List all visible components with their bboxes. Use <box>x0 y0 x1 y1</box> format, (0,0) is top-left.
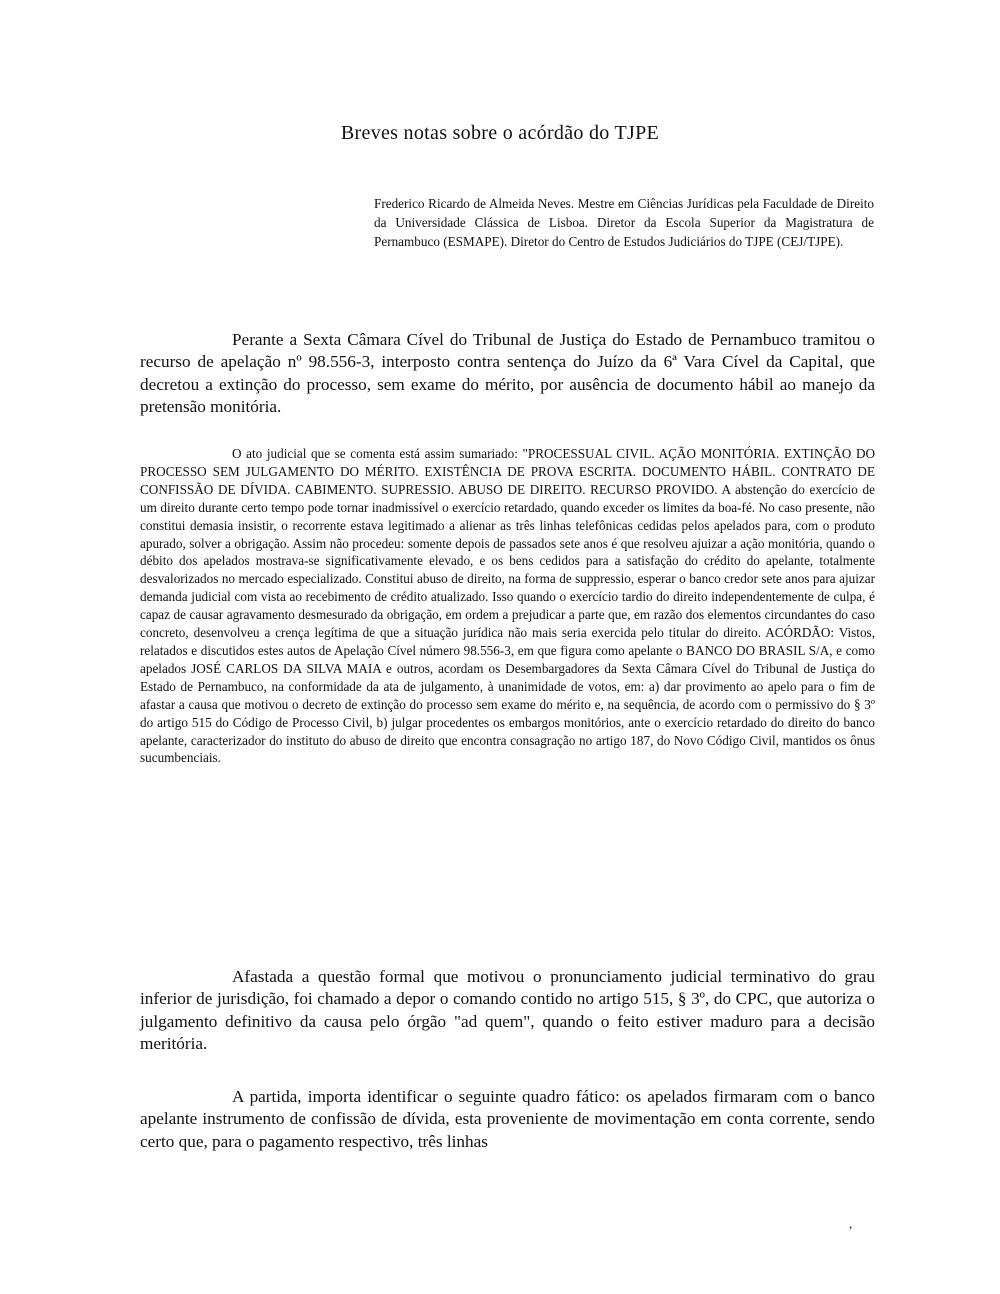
paragraph-formal-question: Afastada a questão formal que motivou o pronunciamento judicial terminativo do grau inferior de jurisdição, foi chamado a depor o comando contido no artigo 515, § 3º, do CPC, que autoriza o julgamento definitivo da causa pelo órgão "ad quem", quando o feito estiver maduro para a decisão meritória. <box>140 967 875 1054</box>
document-title: Breves notas sobre o acórdão do TJPE <box>340 122 660 144</box>
paragraph-intro: Perante a Sexta Câmara Cível do Tribunal de Justiça do Estado de Pernambuco tramitou o recurso de apelação nº 98.556-3, interposto contra sentença do Juízo da 6ª Vara Cível da Capital, que decretou a extinção do processo, sem exame do mérito, por ausência de documento hábil ao manejo da pretensão monitória. <box>140 330 875 417</box>
paragraph-ementa: O ato judicial que se comenta está assim sumariado: "PROCESSUAL CIVIL. AÇÃO MONITÓRIA. EXTINÇÃO DO PROCESSO SEM JULGAMENTO DO MÉRITO. EXISTÊNCIA DE PROVA ESCRITA. DOCUMENTO HÁBIL. CONTRATO DE CONFISSÃO DE DÍVIDA. CABIMENTO. SUPRESSIO. ABUSO DE DIREITO. RECURSO PROVIDO. A abstenção do exercício de um direito durante certo tempo pode tornar inadmissível o exercício retardado, quando exceder os limites da boa-fé. No caso presente, não constitui demasia insistir, o recorrente estava legitimado a alienar as três linhas telefônicas cedidas pelos apelados para, com o produto apurado, solver a obrigação. Assim não procedeu: somente depois de passados sete anos é que resolveu ajuizar a ação monitória, quando o débito dos apelados mostrava-se significativamente elevado, e os bens cedidos para a satisfação do crédito do apelante, totalmente desvalorizados no mercado especializado. Constitui abuso de direito, na forma de suppressio, esperar o banco credor sete anos para ajuizar demanda judicial com vista ao recebimento de crédito atualizado. Isso quando o exercício tardio do direito independentemente de culpa, é capaz de causar agravamento desmesurado da obrigação, em ordem a prejudicar a parte que, em razão dos elementos circundantes do caso concreto, desenvolveu a crença legítima de que a situação jurídica não mais seria exercida pelo titular do direito. ACÓRDÃO: Vistos, relatados e discutidos estes autos de Apelação Cível número 98.556-3, em que figura como apelante o BANCO DO BRASIL S/A, e como apelados JOSÉ CARLOS DA SILVA MAIA e outros, acordam os Desembargadores da Sexta Câmara Cível do Tribunal de Justiça do Estado de Pernambuco, na conformidade da ata de julgamento, à unanimidade de votos, em: a) dar provimento ao apelo para o fim de afastar a causa que motivou o decreto de extinção do processo sem exame do mérito e, na sequência, de acordo com o permissivo do § 3º do artigo 515 do Código de Processo Civil, b) julgar procedentes os embargos monitórios, ante o exercício retardado do direito do banco apelante, caracterizador do instituto do abuso de direito que encontra consagração no artigo 187, do Novo Código Civil, mantidos os ônus sucumbenciais. <box>140 446 875 766</box>
author-note: Frederico Ricardo de Almeida Neves. Mestre em Ciências Jurídicas pela Faculdade de Direito da Universidade Clássica de Lisboa. Diretor da Escola Superior da Magistratura de Pernambuco (ESMAPE). Diretor do Centro de Estudos Judiciários do TJPE (CEJ/TJPE). <box>374 196 874 249</box>
page-mark: , <box>849 1216 853 1231</box>
paragraph-factual-frame: A partida, importa identificar o seguinte quadro fático: os apelados firmaram com o banco apelante instrumento de confissão de dívida, esta proveniente de movimentação em conta corrente, sendo certo que, para o pagamento respectivo, três linhas <box>140 1087 875 1151</box>
